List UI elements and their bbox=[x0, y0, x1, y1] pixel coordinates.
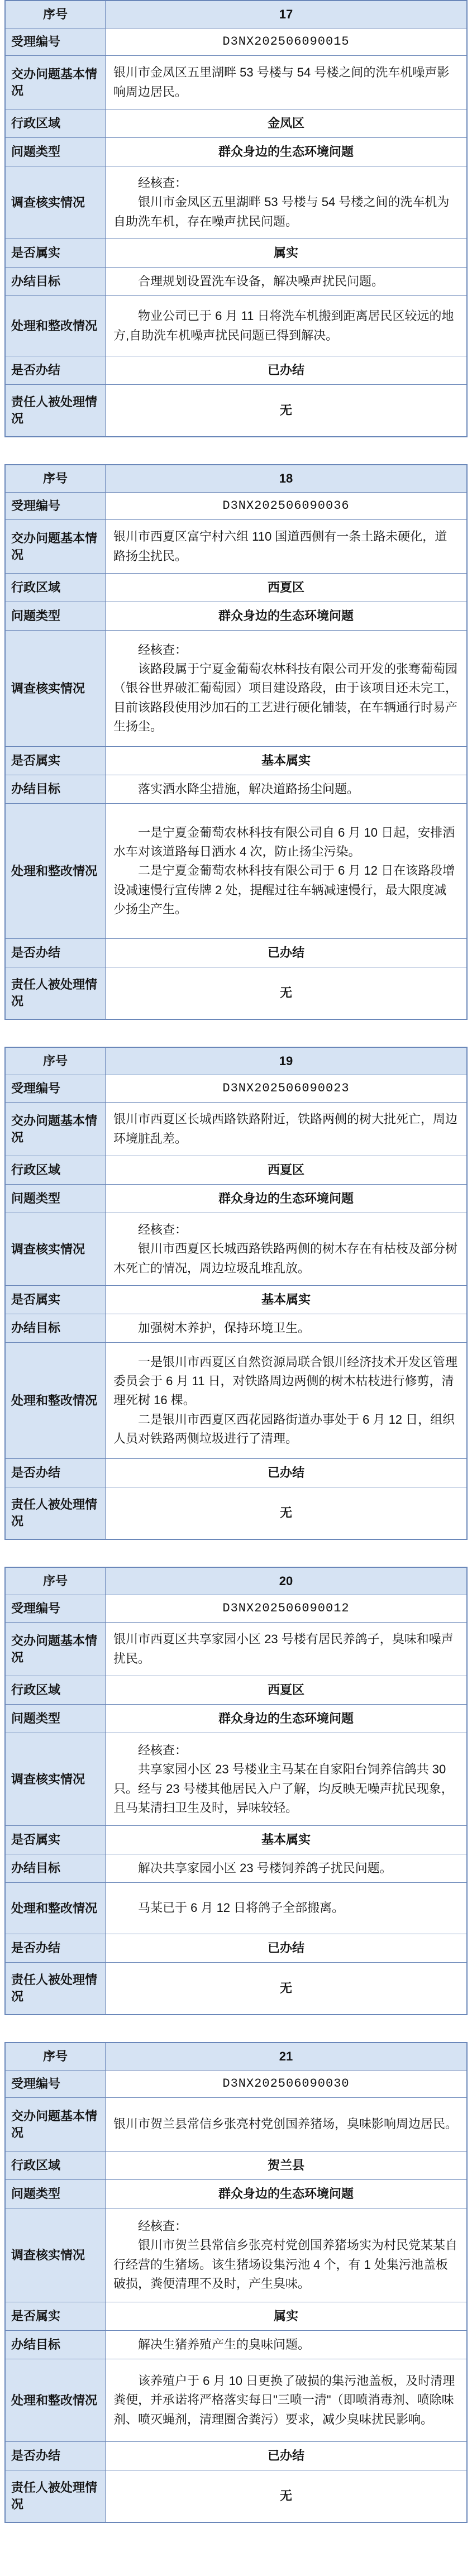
investigation-row bbox=[6, 1213, 466, 1285]
accountability-label: 责任人被处理情况 bbox=[6, 2470, 106, 2522]
completed-value: 已办结 bbox=[267, 362, 304, 377]
handling-text-2: 二是银川市西夏区西花园路街道办事处于 6 月 12 日，组织人员对铁路两侧垃圾进行了清理。 bbox=[113, 1412, 455, 1446]
region-value: 西夏区 bbox=[267, 580, 304, 594]
type-row bbox=[6, 2179, 466, 2208]
accept-no-row bbox=[6, 1075, 466, 1102]
accept-no-row bbox=[6, 2070, 466, 2097]
accountability-value: 无 bbox=[279, 1505, 292, 1520]
type-label: 问题类型 bbox=[6, 138, 106, 166]
basic-label: 交办问题基本情况 bbox=[6, 1623, 106, 1676]
goal-label: 办结目标 bbox=[6, 1314, 106, 1342]
seq-label: 序号 bbox=[6, 465, 106, 492]
basic-row bbox=[6, 55, 466, 109]
completed-row bbox=[6, 2441, 466, 2470]
completed-value: 已办结 bbox=[267, 1940, 304, 1955]
seq-label: 序号 bbox=[6, 1048, 106, 1075]
region-row bbox=[6, 1156, 466, 1184]
accept-no-value: D3NX202506090030 bbox=[222, 2076, 350, 2091]
seq-value: 17 bbox=[106, 1, 466, 28]
region-label: 行政区域 bbox=[6, 109, 106, 137]
case-table-18 bbox=[4, 464, 468, 1020]
handling-text: 该养殖户于 6 月 10 日更换了破损的集污池盖板，及时清理粪便，并承诺将严格落实每日"三喷一清"（即喷消毒剂、喷除味剂、喷灭蝇剂，清理圈舍粪污）要求，减少臭味扰民影响。 bbox=[113, 2374, 455, 2426]
seq-label: 序号 bbox=[6, 1568, 106, 1595]
type-value: 群众身边的生态环境问题 bbox=[218, 608, 354, 623]
basic-value: 银川市西夏区长城西路铁路附近，铁路两侧的树大批死亡，周边环境脏乱差。 bbox=[113, 1112, 458, 1146]
basic-label: 交办问题基本情况 bbox=[6, 1103, 106, 1156]
seq-value: 19 bbox=[106, 1048, 466, 1075]
investigation-row bbox=[6, 1733, 466, 1825]
seq-label: 序号 bbox=[6, 2043, 106, 2070]
goal-row bbox=[6, 2330, 466, 2359]
seq-row bbox=[6, 1048, 466, 1075]
investigation-label: 调查核实情况 bbox=[6, 631, 106, 746]
investigation-row bbox=[6, 630, 466, 746]
handling-text: 马某已于 6 月 12 日将鸽子全部搬离。 bbox=[138, 1901, 345, 1915]
handling-row bbox=[6, 2359, 466, 2441]
type-row bbox=[6, 137, 466, 166]
verified-label: 是否属实 bbox=[6, 2302, 106, 2330]
seq-row bbox=[6, 1, 466, 28]
investigation-label: 调查核实情况 bbox=[6, 2208, 106, 2302]
handling-label: 处理和整改情况 bbox=[6, 296, 106, 356]
investigation-intro: 经核查： bbox=[138, 643, 188, 657]
basic-value: 银川市西夏区共享家园小区 23 号楼有居民养鸽子，臭味和噪声扰民。 bbox=[113, 1632, 454, 1666]
seq-row bbox=[6, 465, 466, 492]
handling-label: 处理和整改情况 bbox=[6, 1343, 106, 1458]
goal-label: 办结目标 bbox=[6, 1854, 106, 1882]
basic-label: 交办问题基本情况 bbox=[6, 520, 106, 573]
basic-row bbox=[6, 519, 466, 573]
verified-label: 是否属实 bbox=[6, 1826, 106, 1854]
accountability-row bbox=[6, 967, 466, 1019]
completed-row bbox=[6, 1458, 466, 1487]
handling-row bbox=[6, 295, 466, 356]
investigation-label: 调查核实情况 bbox=[6, 166, 106, 238]
case-table-21 bbox=[4, 2042, 468, 2523]
basic-value: 银川市西夏区富宁村六组 110 国道西侧有一条土路未硬化，道路扬尘扰民。 bbox=[113, 529, 447, 563]
verified-row bbox=[6, 1285, 466, 1314]
type-value: 群众身边的生态环境问题 bbox=[218, 1711, 354, 1725]
accept-no-value: D3NX202506090015 bbox=[222, 34, 350, 49]
accountability-value: 无 bbox=[279, 1981, 292, 1995]
accept-no-value: D3NX202506090023 bbox=[222, 1081, 350, 1095]
completed-label: 是否办结 bbox=[6, 1934, 106, 1962]
type-value: 群众身边的生态环境问题 bbox=[218, 2186, 354, 2201]
seq-label: 序号 bbox=[6, 1, 106, 28]
basic-value: 银川市金凤区五里湖畔 53 号楼与 54 号楼之间的洗车机噪声影响周边居民。 bbox=[113, 65, 450, 99]
goal-row bbox=[6, 267, 466, 295]
goal-value: 解决生猪养殖产生的臭味问题。 bbox=[138, 2337, 311, 2351]
investigation-text: 该路段属于宁夏金葡萄农林科技有限公司开发的张骞葡萄园（银谷世界破汇葡萄园）项目建设路段，由于该项目还未完工，目前该路段使用沙加石的工艺进行硬化铺装，在车辆通行时易产生扬尘。 bbox=[113, 662, 458, 733]
goal-value: 合理规划设置洗车设备，解决噪声扰民问题。 bbox=[138, 274, 384, 288]
basic-label: 交办问题基本情况 bbox=[6, 2098, 106, 2151]
verified-row bbox=[6, 238, 466, 267]
basic-value: 银川市贺兰县常信乡张亮村党创国养猪场，臭味影响周边居民。 bbox=[113, 2117, 458, 2131]
accountability-label: 责任人被处理情况 bbox=[6, 967, 106, 1019]
case-table-19 bbox=[4, 1047, 468, 1540]
completed-label: 是否办结 bbox=[6, 2442, 106, 2470]
type-label: 问题类型 bbox=[6, 1705, 106, 1733]
goal-label: 办结目标 bbox=[6, 2331, 106, 2359]
accept-no-label: 受理编号 bbox=[6, 1075, 106, 1102]
handling-row bbox=[6, 1882, 466, 1934]
investigation-text: 银川市西夏区长城西路铁路两侧的树木存在有枯枝及部分树木死亡的情况，周边垃圾乱堆乱放。 bbox=[113, 1242, 458, 1275]
region-row bbox=[6, 2151, 466, 2179]
investigation-intro: 经核查： bbox=[138, 176, 188, 190]
accept-no-row bbox=[6, 492, 466, 519]
accept-no-label: 受理编号 bbox=[6, 2071, 106, 2097]
verified-value: 属实 bbox=[273, 245, 298, 260]
completed-row bbox=[6, 356, 466, 384]
region-value: 西夏区 bbox=[267, 1162, 304, 1177]
accountability-value: 无 bbox=[279, 403, 292, 417]
type-row bbox=[6, 602, 466, 630]
verified-label: 是否属实 bbox=[6, 1286, 106, 1314]
case-table-20 bbox=[4, 1567, 468, 2015]
accountability-row bbox=[6, 384, 466, 436]
completed-label: 是否办结 bbox=[6, 939, 106, 967]
goal-value: 解决共享家园小区 23 号楼饲养鸽子扰民问题。 bbox=[138, 1861, 392, 1875]
goal-value: 落实洒水降尘措施，解决道路扬尘问题。 bbox=[138, 781, 360, 796]
region-label: 行政区域 bbox=[6, 1676, 106, 1704]
verified-row bbox=[6, 1825, 466, 1854]
handling-text-1: 一是宁夏金葡萄农林科技有限公司自 6 月 10 日起，安排洒水车对该道路每日洒水 4 次，防止扬尘污染。 bbox=[113, 826, 455, 859]
type-label: 问题类型 bbox=[6, 2180, 106, 2208]
accept-no-row bbox=[6, 1595, 466, 1622]
region-row bbox=[6, 573, 466, 602]
seq-row bbox=[6, 2043, 466, 2070]
investigation-text: 银川市金凤区五里湖畔 53 号楼与 54 号楼之间的洗车机为自助洗车机，存在噪声扰民问题。 bbox=[113, 195, 450, 228]
verified-label: 是否属实 bbox=[6, 239, 106, 267]
verified-row bbox=[6, 746, 466, 775]
seq-value: 18 bbox=[106, 465, 466, 492]
seq-value: 21 bbox=[106, 2043, 466, 2070]
accept-no-row bbox=[6, 28, 466, 55]
goal-label: 办结目标 bbox=[6, 268, 106, 295]
type-value: 群众身边的生态环境问题 bbox=[218, 144, 354, 159]
region-value: 金凤区 bbox=[267, 116, 304, 130]
investigation-label: 调查核实情况 bbox=[6, 1213, 106, 1285]
accountability-value: 无 bbox=[279, 2488, 292, 2503]
investigation-row bbox=[6, 166, 466, 238]
handling-text: 物业公司已于 6 月 11 日将洗车机搬到距离居民区较远的地方,自助洗车机噪声扰民问题已得到解决。 bbox=[113, 309, 454, 342]
handling-label: 处理和整改情况 bbox=[6, 804, 106, 938]
completed-value: 已办结 bbox=[267, 2448, 304, 2463]
handling-text-2: 二是宁夏金葡萄农林科技有限公司于 6 月 12 日在该路段增设减速慢行宣传牌 2 处，提醒过往车辆减速慢行，最大限度减少扬尘产生。 bbox=[113, 864, 455, 916]
region-row bbox=[6, 1676, 466, 1704]
investigation-text: 银川市贺兰县常信乡张亮村党创国养猪场实为村民党某某自行经营的生猪场。该生猪场设集污池 4 个，有 1 处集污池盖板破损，粪便清理不及时，产生臭味。 bbox=[113, 2238, 458, 2291]
basic-label: 交办问题基本情况 bbox=[6, 56, 106, 109]
basic-row bbox=[6, 1102, 466, 1156]
completed-value: 已办结 bbox=[267, 945, 304, 960]
investigation-text: 共享家园小区 23 号楼业主马某在自家阳台饲养信鸽共 30 只。经与 23 号楼其他居民入户了解，均反映无噪声扰民现象，且马某清扫卫生及时，异味较轻。 bbox=[113, 1762, 454, 1815]
seq-value: 20 bbox=[106, 1568, 466, 1595]
handling-label: 处理和整改情况 bbox=[6, 1883, 106, 1934]
completed-value: 已办结 bbox=[267, 1465, 304, 1480]
goal-label: 办结目标 bbox=[6, 775, 106, 803]
accept-no-value: D3NX202506090012 bbox=[222, 1601, 350, 1615]
type-row bbox=[6, 1184, 466, 1213]
type-label: 问题类型 bbox=[6, 602, 106, 630]
accept-no-label: 受理编号 bbox=[6, 28, 106, 55]
basic-row bbox=[6, 1622, 466, 1676]
verified-value: 基本属实 bbox=[261, 1292, 311, 1306]
region-value: 西夏区 bbox=[267, 1682, 304, 1697]
region-row bbox=[6, 109, 466, 137]
accountability-label: 责任人被处理情况 bbox=[6, 1487, 106, 1539]
completed-row bbox=[6, 938, 466, 967]
accountability-value: 无 bbox=[279, 985, 292, 1000]
completed-row bbox=[6, 1934, 466, 1962]
basic-row bbox=[6, 2097, 466, 2151]
completed-label: 是否办结 bbox=[6, 1459, 106, 1487]
verified-value: 属实 bbox=[273, 2308, 298, 2323]
investigation-intro: 经核查： bbox=[138, 1223, 188, 1237]
type-row bbox=[6, 1704, 466, 1733]
seq-row bbox=[6, 1568, 466, 1595]
goal-row bbox=[6, 1314, 466, 1342]
investigation-row bbox=[6, 2208, 466, 2302]
verified-value: 基本属实 bbox=[261, 1832, 311, 1847]
handling-row bbox=[6, 803, 466, 938]
type-label: 问题类型 bbox=[6, 1185, 106, 1213]
region-label: 行政区域 bbox=[6, 2152, 106, 2179]
accountability-row bbox=[6, 2470, 466, 2522]
verified-label: 是否属实 bbox=[6, 747, 106, 775]
handling-row bbox=[6, 1342, 466, 1458]
handling-text-1: 一是银川市西夏区自然资源局联合银川经济技术开发区管理委员会于 6 月 11 日，对铁路周边两侧的树木枯枝进行修剪，清理死树 16 棵。 bbox=[113, 1355, 458, 1408]
accept-no-label: 受理编号 bbox=[6, 493, 106, 519]
region-label: 行政区域 bbox=[6, 1156, 106, 1184]
completed-label: 是否办结 bbox=[6, 356, 106, 384]
verified-value: 基本属实 bbox=[261, 753, 311, 767]
accountability-row bbox=[6, 1487, 466, 1539]
investigation-intro: 经核查： bbox=[138, 2219, 188, 2234]
accountability-label: 责任人被处理情况 bbox=[6, 385, 106, 436]
region-value: 贺兰县 bbox=[267, 2158, 304, 2172]
case-table-17 bbox=[4, 0, 468, 437]
handling-label: 处理和整改情况 bbox=[6, 2359, 106, 2441]
accountability-row bbox=[6, 1962, 466, 2014]
goal-row bbox=[6, 1854, 466, 1882]
investigation-intro: 经核查： bbox=[138, 1743, 188, 1758]
accountability-label: 责任人被处理情况 bbox=[6, 1963, 106, 2014]
investigation-label: 调查核实情况 bbox=[6, 1733, 106, 1825]
goal-row bbox=[6, 775, 466, 803]
accept-no-value: D3NX202506090036 bbox=[222, 498, 350, 513]
goal-value: 加强树木养护，保持环境卫生。 bbox=[138, 1320, 311, 1335]
type-value: 群众身边的生态环境问题 bbox=[218, 1191, 354, 1205]
accept-no-label: 受理编号 bbox=[6, 1595, 106, 1622]
verified-row bbox=[6, 2302, 466, 2330]
region-label: 行政区域 bbox=[6, 574, 106, 602]
